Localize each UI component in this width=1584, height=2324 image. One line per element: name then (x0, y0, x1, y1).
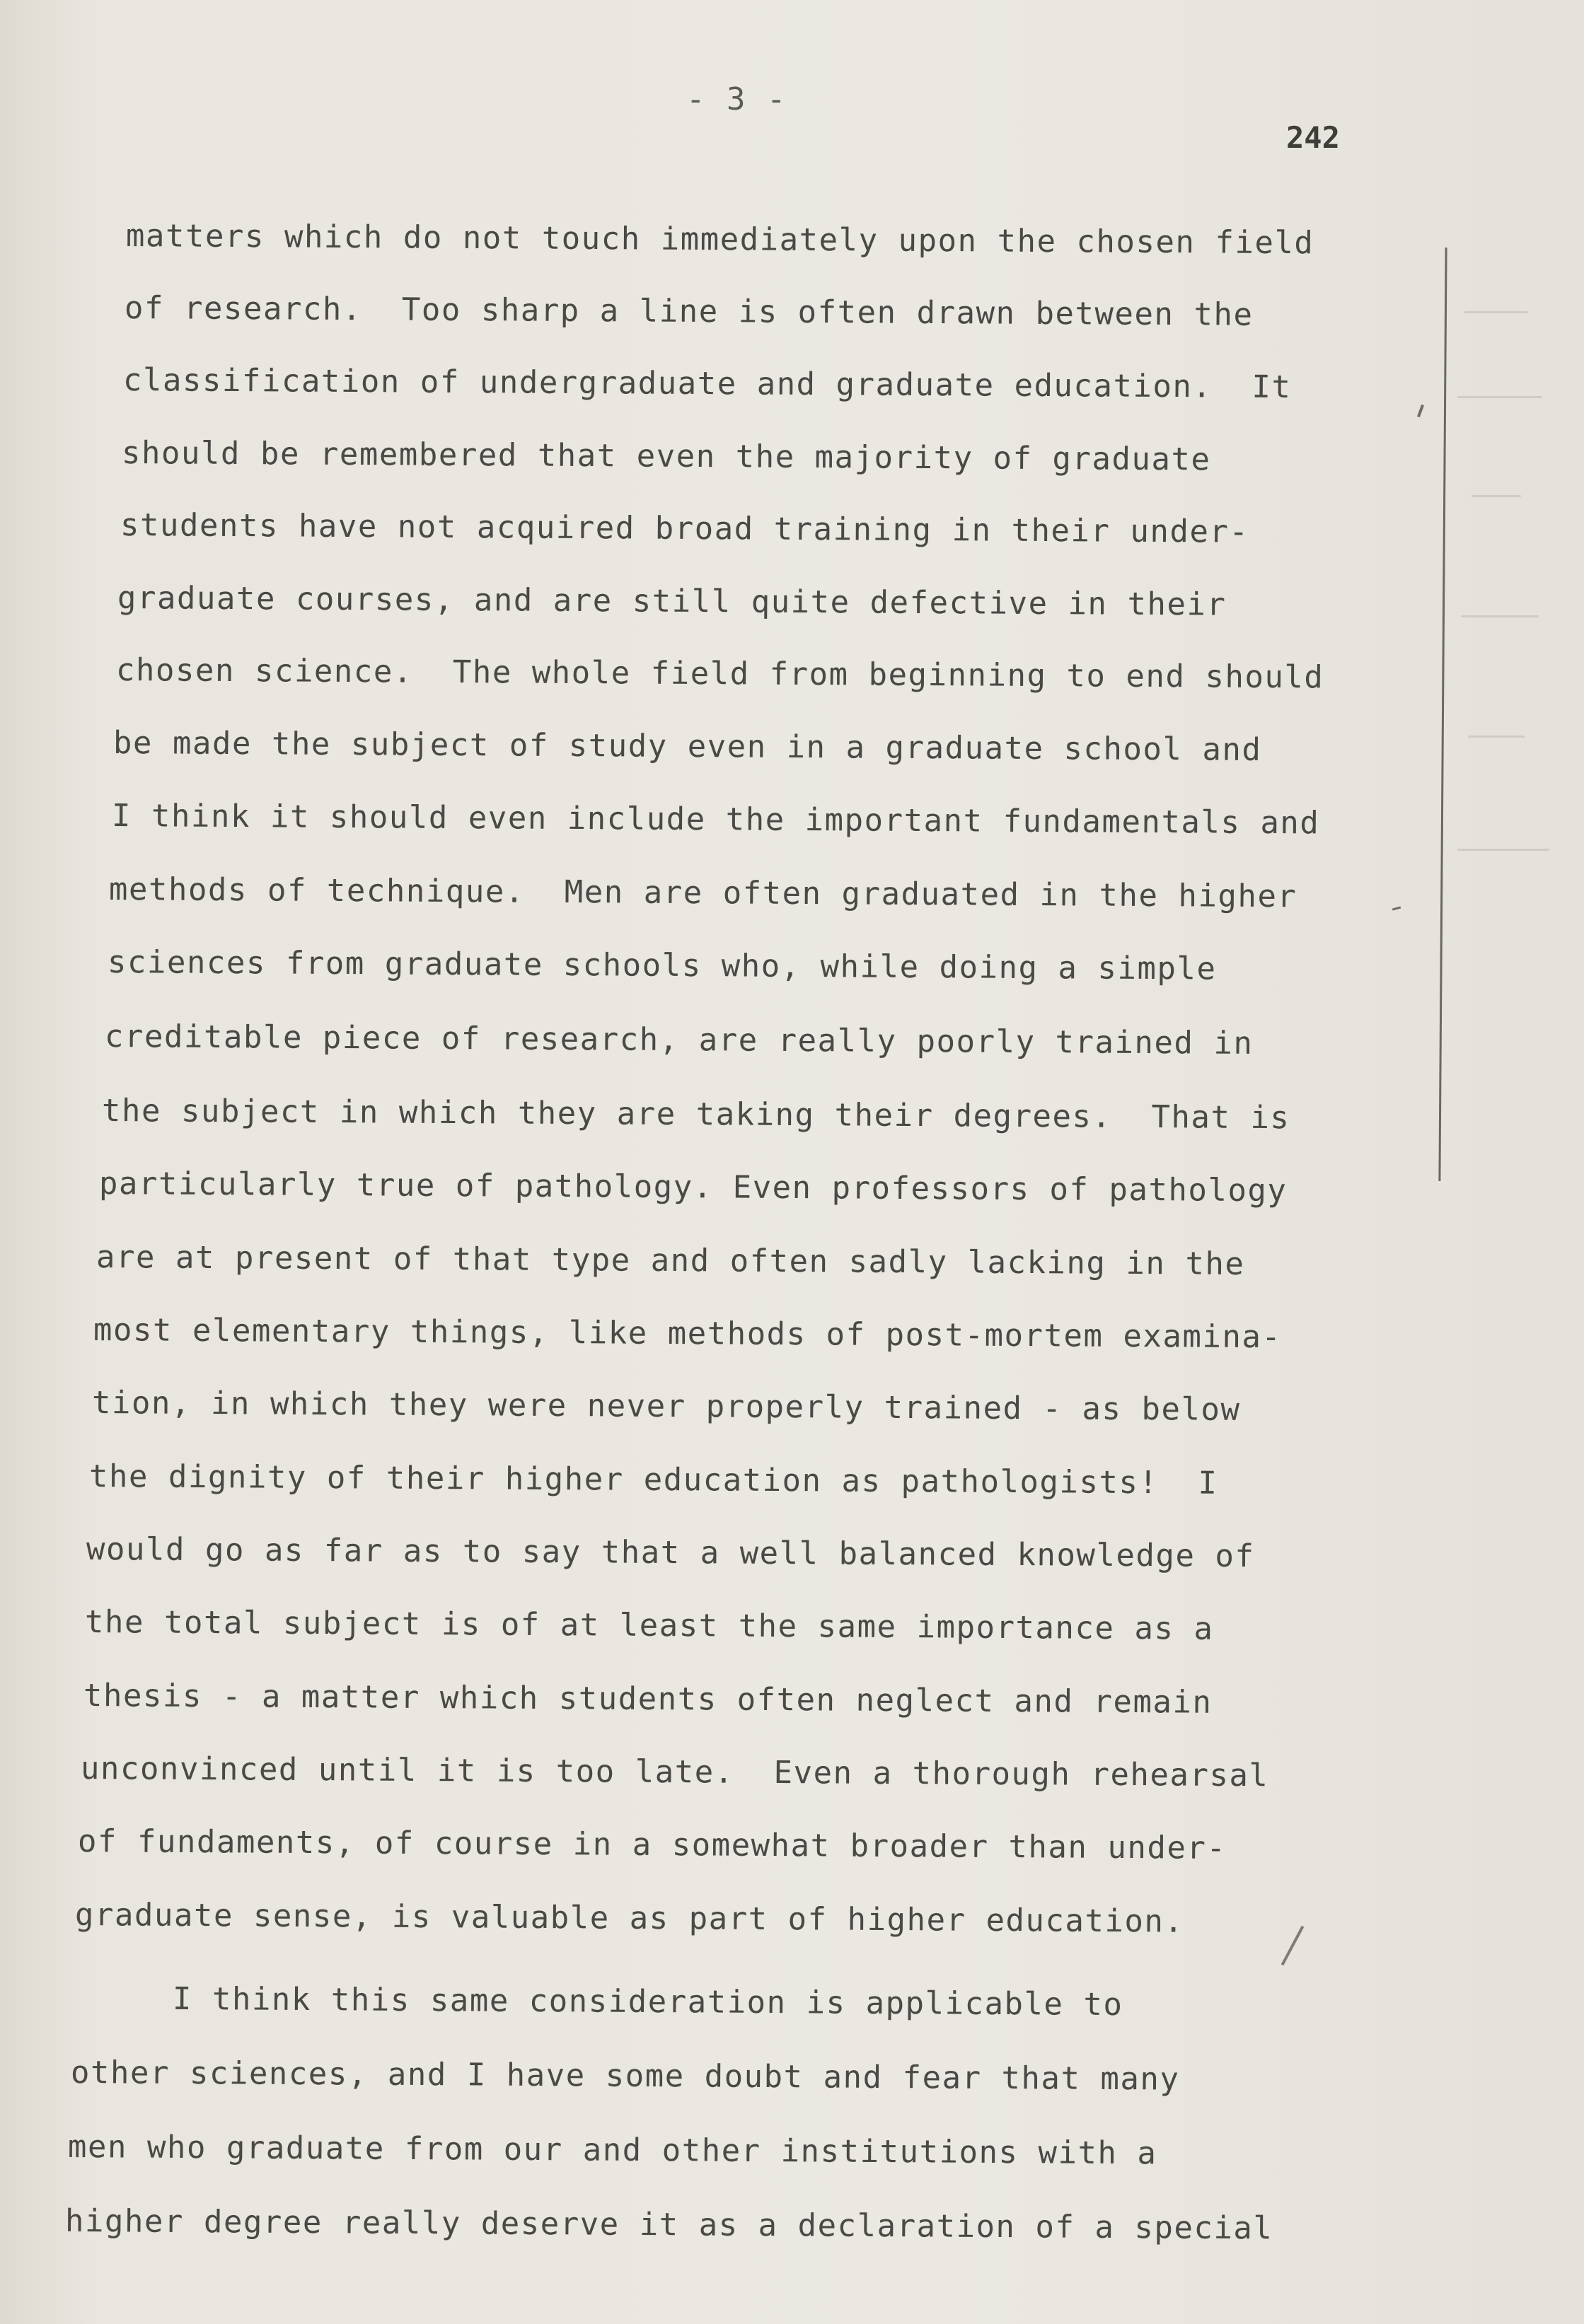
text-line: matters which do not touch immediately upon the chosen field (125, 218, 1314, 262)
folio-number: 242 (1286, 120, 1340, 155)
text-line: higher degree really deserve it as a declaration of a special (64, 2203, 1273, 2247)
text-line: are at present of that type and often sadly lacking in the (96, 1239, 1245, 1282)
text-line: classification of undergraduate and graduate education. It (122, 362, 1292, 406)
text-line: most elementary things, like methods of post-mortem examina- (93, 1312, 1282, 1356)
text-line: students have not acquired broad training in their under- (120, 507, 1249, 550)
text-line: the subject in which they are taking their degrees. That is (101, 1093, 1290, 1137)
text-line: of research. Too sharp a line is often drawn between the (124, 290, 1254, 333)
text-line: sciences from graduate schools who, while doing a simple (107, 944, 1217, 987)
text-line: the total subject is of at least the same importance as a (84, 1604, 1214, 1647)
text-line: be made the subject of study even in a graduate school and (112, 725, 1262, 768)
text-line: chosen science. The whole field from beginning to end should (115, 652, 1324, 696)
text-line: unconvinced until it is too late. Even a thorough rehearsal (80, 1750, 1269, 1794)
page-number-marker: - 3 - (686, 81, 787, 117)
text-line: methods of technique. Men are often graduated in the higher (108, 871, 1297, 915)
text-line: I think this same consideration is applicable to (73, 1980, 1123, 2023)
text-line: graduate courses, and are still quite defective in their (117, 580, 1227, 623)
text-line: graduate sense, is valuable as part of higher education. (74, 1897, 1184, 1940)
text-line: men who graduate from our and other institutions with a (67, 2129, 1157, 2172)
text-line: of fundaments, of course in a somewhat broader than under- (77, 1823, 1227, 1866)
text-line: the dignity of their higher education as pathologists! I (88, 1458, 1218, 1501)
text-line: other sciences, and I have some doubt and fear that many (70, 2055, 1180, 2098)
text-line: particularly true of pathology. Even professors of pathology (98, 1166, 1288, 1209)
text-line: would go as far as to say that a well balanced knowledge of (86, 1531, 1255, 1575)
text-line: should be remembered that even the majority of graduate (121, 435, 1211, 478)
text-line: tion, in which they were never properly trained - as below (91, 1385, 1241, 1428)
text-line: creditable piece of research, are really poorly trained in (104, 1018, 1254, 1062)
text-line: thesis - a matter which students often neglect and remain (83, 1678, 1213, 1721)
text-line: I think it should even include the important fundamentals and (111, 798, 1320, 842)
